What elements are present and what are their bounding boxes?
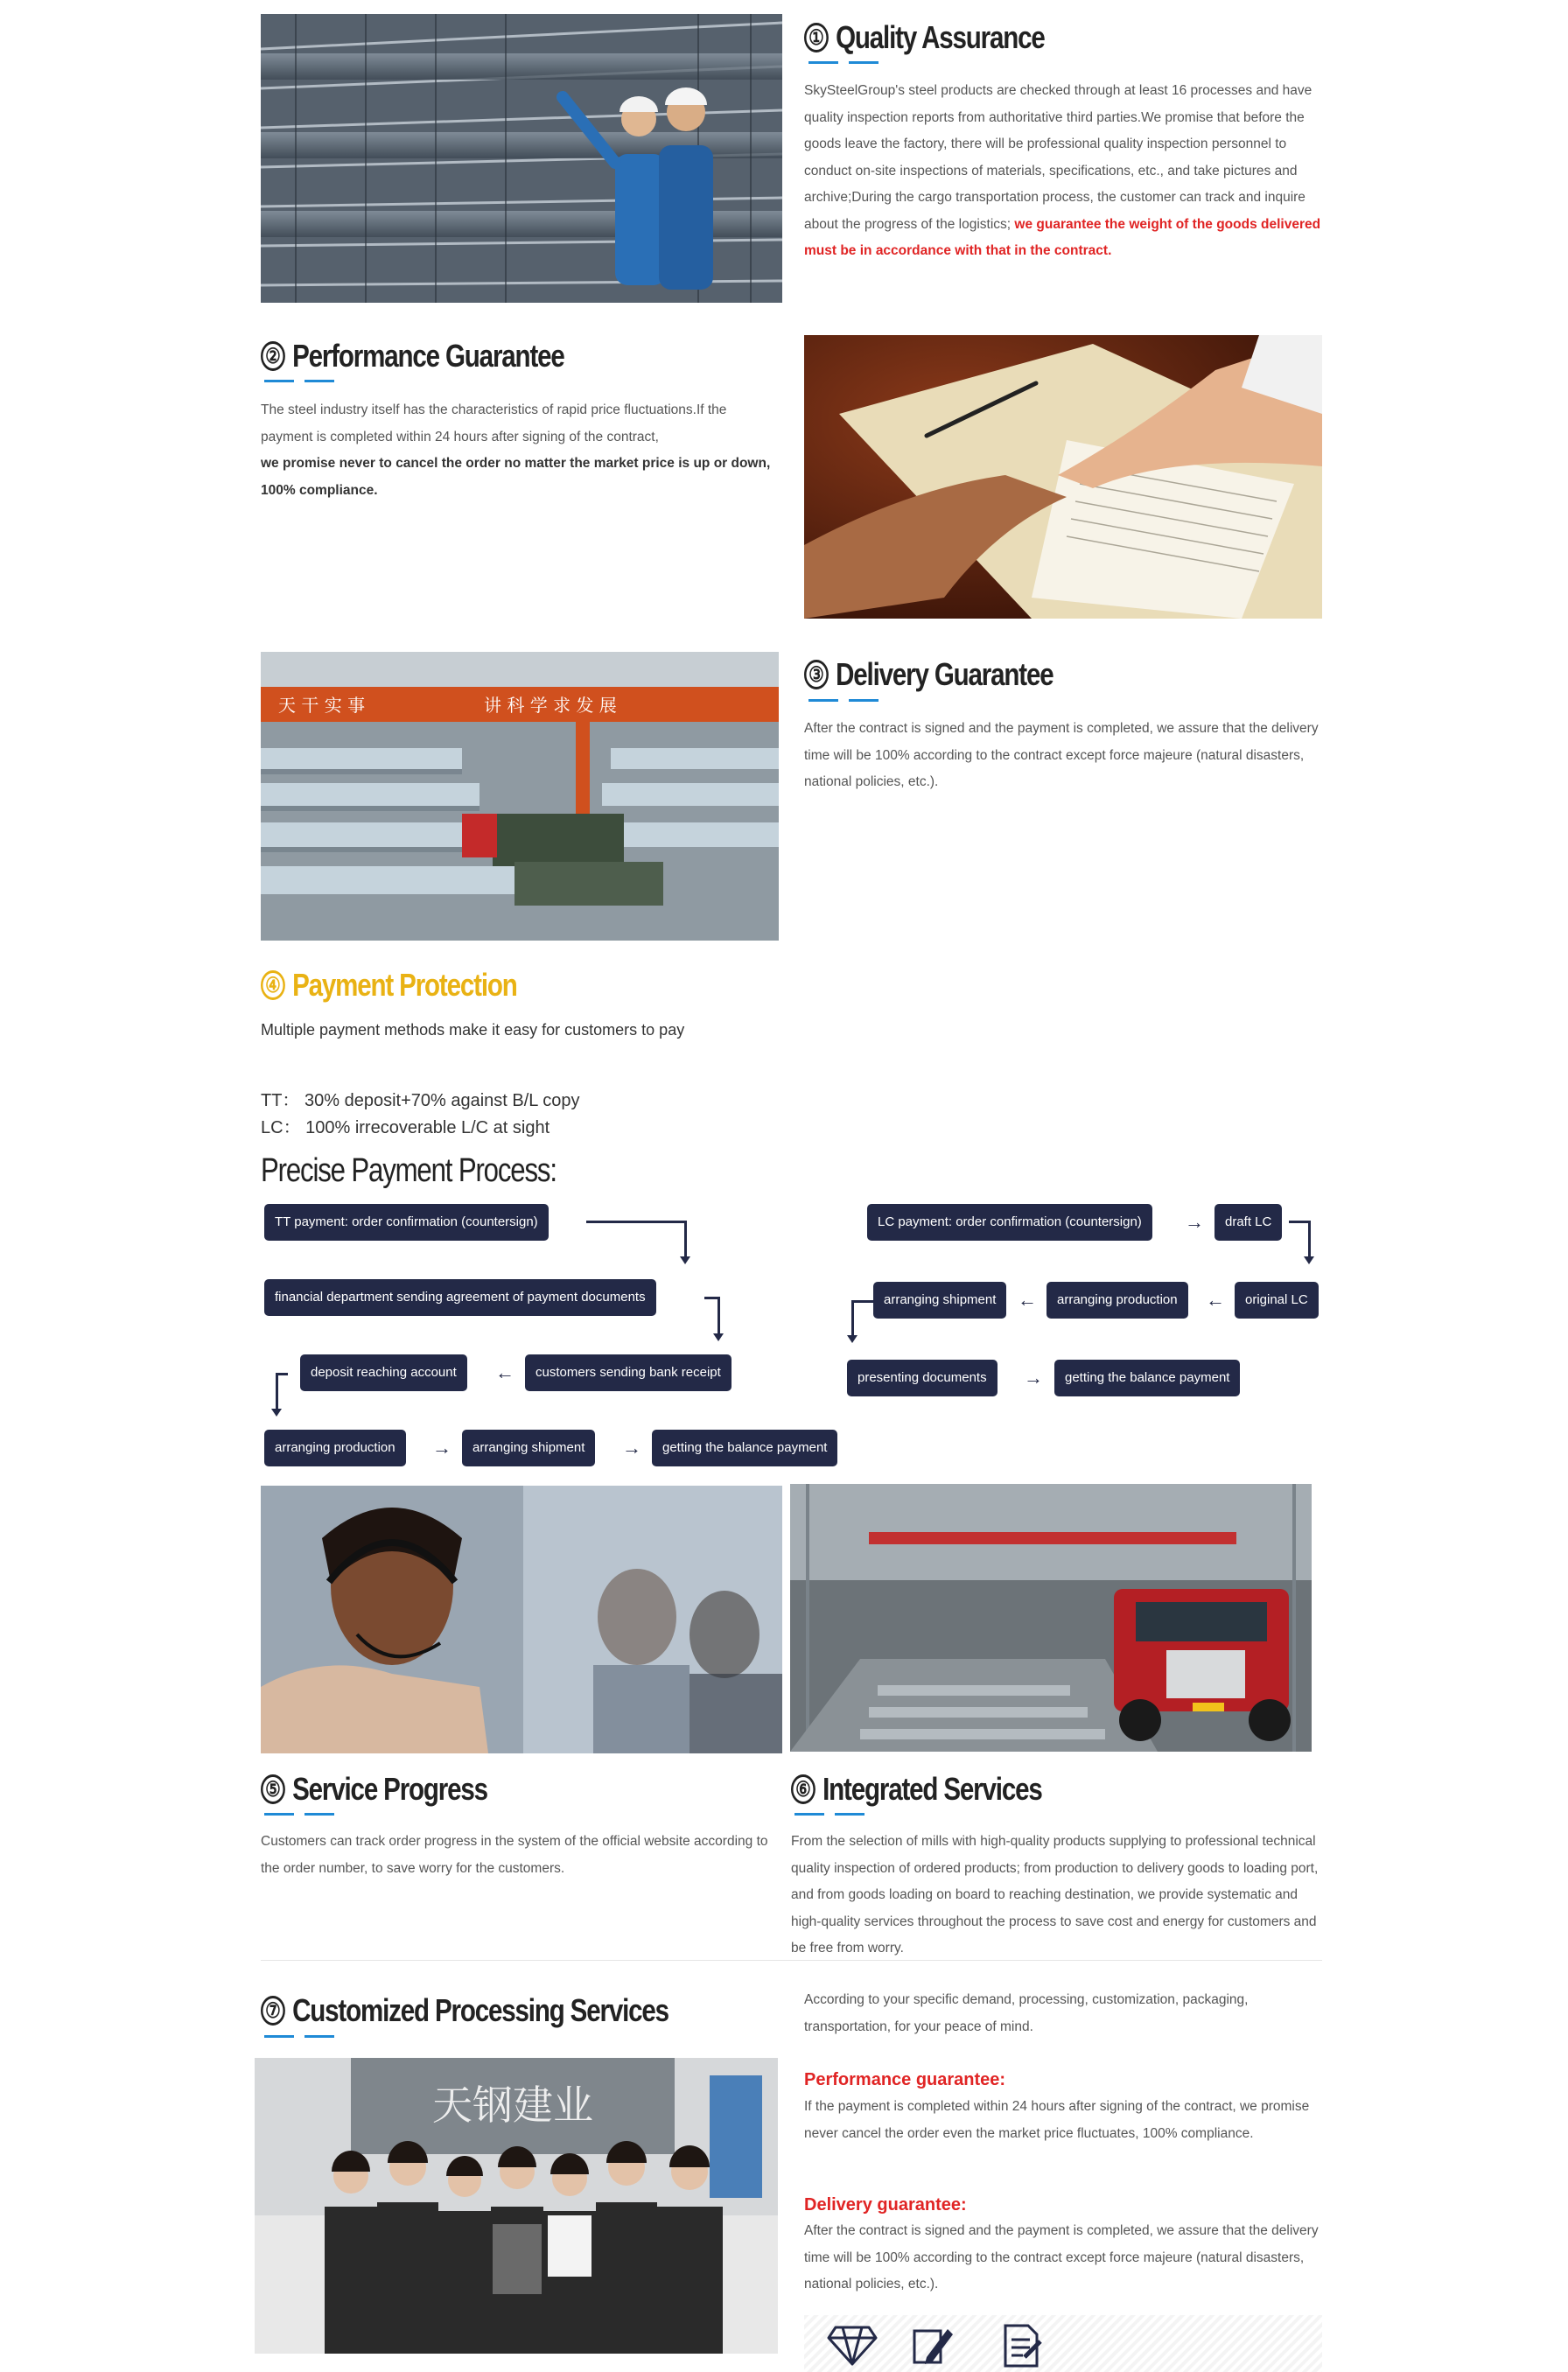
icon-strip: [804, 2315, 1322, 2372]
quality-highlight: we guarantee the weight of the goods delivered must be in accordance with that in the contract.: [804, 216, 1321, 258]
tt-step-deposit-reaching: deposit reaching account: [300, 1354, 467, 1391]
tt-step-bank-receipt: customers sending bank receipt: [525, 1354, 732, 1391]
performance-guarantee-heading: Performance guarantee:: [804, 2070, 1006, 2089]
payment-protection-title: [261, 967, 517, 1004]
payment-subtitle: Multiple payment methods make it easy for customers to pay: [261, 1021, 685, 1039]
lc-step-arranging-production: arranging production: [1046, 1282, 1188, 1319]
connector-line: [1308, 1221, 1311, 1257]
delivery-text: After the contract is signed and the payment is completed, we assure that the delivery time will be 100% according to the contract except force majeure (natural disasters, national policies, etc.).: [804, 721, 1319, 789]
quality-text: SkySteelGroup's steel products are checked through at least 16 processes and have quality inspection reports from authoritative third parties.We promise that before the goods leave the factory, there will be professional quality inspection personnel to conduct on-site inspections of materials, specifications, etc., and take pictures and archive;During the cargo transportation process, the customer can track and inquire about the progress of the logistics; we guarantee the weight of the goods delivered must be in accordance with that in the contract.: [804, 83, 1321, 258]
arrow-right-icon: →: [1024, 1367, 1043, 1389]
section-title-text: Customized Processing Services: [292, 1992, 668, 2028]
section-title-text: Payment Protection: [292, 967, 517, 1003]
lc-step-original-lc: original LC: [1235, 1282, 1319, 1319]
tt-terms: TT： 30% deposit+70% against B/L copy: [261, 1091, 580, 1110]
title-underline: [808, 61, 878, 64]
connector-line: [851, 1300, 873, 1303]
number-badge: ⑥: [791, 1774, 816, 1804]
service-text: Customers can track order progress in the system of the official website according to the order number, to save worry for the customers.: [261, 1834, 768, 1876]
number-badge: ⑦: [261, 1996, 285, 2026]
number-badge: ①: [804, 23, 829, 52]
team-group-photo: [255, 2058, 778, 2354]
tt-step-arranging-production: arranging production: [264, 1430, 406, 1466]
diamond-icon: [827, 2324, 878, 2372]
lc-step-draft-lc: draft LC: [1214, 1204, 1282, 1241]
section-title-text: Integrated Services: [822, 1771, 1042, 1807]
crane-banner-text: 天 干 实 事: [278, 695, 366, 716]
performance-guarantee-text: If the payment is completed within 24 hours after signing of the contract, we promise never cancel the order even the market price fluctuates, 100% compliance.: [804, 2099, 1310, 2141]
arrow-right-icon: →: [432, 1437, 452, 1459]
number-badge: ④: [261, 970, 285, 1000]
arrow-left-icon: ←: [1018, 1289, 1037, 1311]
title-underline: [808, 699, 878, 702]
performance-guarantee-title: [261, 338, 564, 374]
connector-line: [586, 1221, 687, 1223]
tt-step-arranging-shipment: arranging shipment: [462, 1430, 595, 1466]
steel-sheet-piles-photo: [261, 14, 782, 303]
number-badge: ②: [261, 341, 285, 371]
section-title-text: Delivery Guarantee: [836, 656, 1054, 692]
section-divider: [261, 1960, 1322, 1961]
quality-assurance-title: [804, 19, 1045, 56]
factory-truck-photo: [790, 1484, 1312, 1752]
section-title-text: Service Progress: [292, 1771, 487, 1807]
lc-step-balance-payment: getting the balance payment: [1054, 1360, 1240, 1396]
arrow-left-icon: ←: [1206, 1289, 1225, 1311]
title-underline: [264, 1813, 334, 1816]
customized-processing-title: [261, 1992, 668, 2029]
performance-bold-text: we promise never to cancel the order no matter the market price is up or down, 100% compliance.: [261, 456, 771, 498]
title-underline: [264, 380, 334, 382]
lc-step-presenting-documents: presenting documents: [847, 1360, 998, 1396]
arrow-down-icon: [1304, 1256, 1314, 1264]
arrow-right-icon: →: [1185, 1211, 1204, 1233]
arrow-left-icon: ←: [495, 1361, 514, 1383]
handshake-contract-photo: [804, 335, 1322, 619]
delivery-guarantee-text: After the contract is signed and the payment is completed, we assure that the delivery time will be 100% according to the contract except force majeure (natural disasters, national policies, etc.).: [804, 2223, 1319, 2292]
lc-step-arranging-shipment: arranging shipment: [873, 1282, 1006, 1319]
title-underline: [264, 2035, 334, 2038]
integrated-services-title: [791, 1771, 1042, 1808]
customized-text: According to your specific demand, processing, customization, packaging, transportation, for your peace of mind.: [804, 1992, 1249, 2034]
arrow-down-icon: [680, 1256, 690, 1264]
arrow-down-icon: [713, 1333, 724, 1341]
precise-payment-process-heading: Precise Payment Process:: [261, 1152, 556, 1189]
svg-text:讲 科 学 求 发 展: 讲 科 学 求 发 展: [484, 695, 617, 716]
delivery-guarantee-title: [804, 656, 1054, 693]
service-progress-title: [261, 1771, 487, 1808]
title-underline: [794, 1813, 864, 1816]
company-sign-text: 天钢建业: [432, 2082, 593, 2129]
number-badge: ③: [804, 660, 829, 689]
tt-step-balance-payment: getting the balance payment: [652, 1430, 837, 1466]
connector-line: [276, 1373, 278, 1410]
connector-line: [851, 1300, 854, 1336]
call-center-photo: [261, 1486, 782, 1753]
section-title-text: Quality Assurance: [836, 19, 1045, 55]
section-title-text: Performance Guarantee: [292, 338, 564, 374]
document-check-icon: [997, 2322, 1044, 2372]
pen-edit-icon: [907, 2322, 955, 2372]
performance-text: The steel industry itself has the characteristics of rapid price fluctuations.If the payment is completed within 24 hours after signing of the contract, we promise never to cancel the order no matter the market price is up or down, 100% compliance.: [261, 402, 771, 498]
arrow-down-icon: [271, 1409, 282, 1417]
steel-yard-photo: [261, 652, 779, 941]
lc-terms: LC： 100% irrecoverable L/C at sight: [261, 1118, 550, 1137]
connector-line: [718, 1297, 720, 1334]
arrow-right-icon: →: [622, 1437, 641, 1459]
connector-line: [684, 1221, 687, 1257]
arrow-down-icon: [847, 1335, 858, 1343]
lc-step-order-confirmation: LC payment: order confirmation (countersign): [867, 1204, 1152, 1241]
number-badge: ⑤: [261, 1774, 285, 1804]
delivery-guarantee-heading: Delivery guarantee:: [804, 2195, 967, 2215]
integrated-text: From the selection of mills with high-quality products supplying to professional technical quality inspection of ordered products; from production to delivery goods to loading port, and from goods loading on board to reaching destination, we provide systematic and high-quality services throughout the process to save cost and energy for customers and be free from worry.: [791, 1834, 1319, 1956]
tt-step-financial-department: financial department sending agreement of payment documents: [264, 1279, 656, 1316]
tt-step-order-confirmation: TT payment: order confirmation (countersign): [264, 1204, 549, 1241]
